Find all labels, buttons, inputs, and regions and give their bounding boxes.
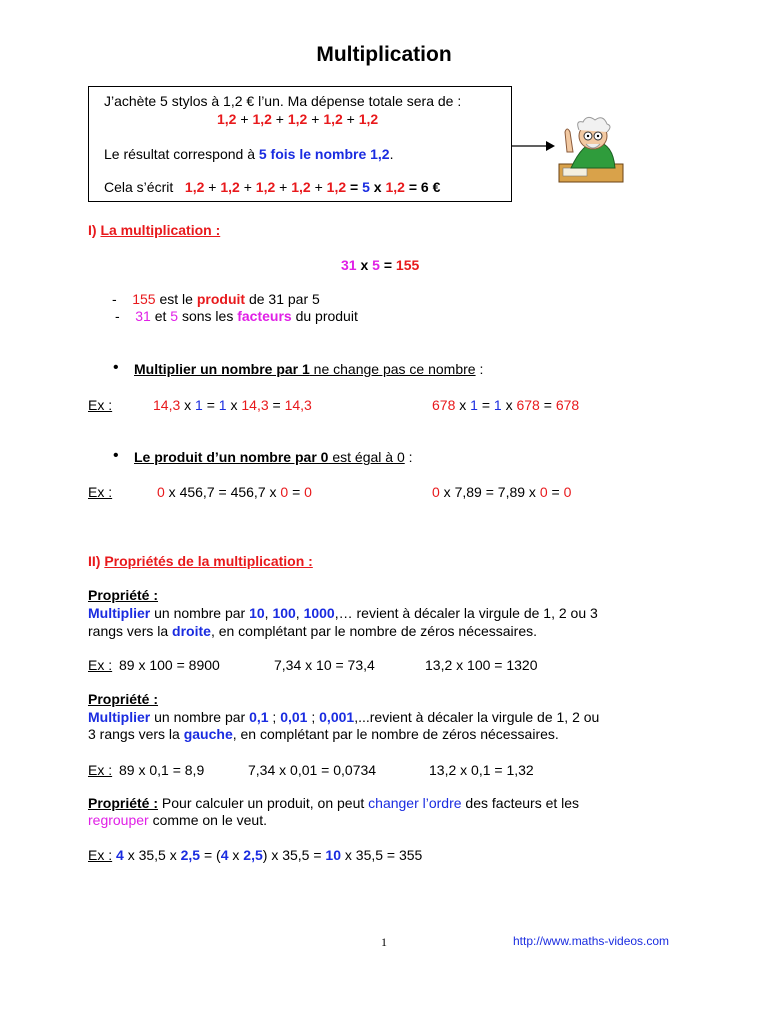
definition-factors: - 31 et 5 sons les facteurs du produit [115,308,358,324]
sum-term: 1,2 [252,111,272,127]
intro-line-4: Cela s’écrit 1,2 + 1,2 + 1,2 + 1,2 + 1,2 = 5 x 1,2 = 6 € [104,179,441,195]
example-456-7: 0 x 456,7 = 456,7 x 0 = 0 [157,484,312,500]
property-3-line-2: regrouper comme on le veut. [88,812,267,828]
rule-multiply-by-0: Le produit d’un nombre par 0 est égal à 0 : [134,449,413,465]
example-p2-a: 89 x 0,1 = 8,9 [119,762,205,778]
example-p2-b: 7,34 x 0,01 = 0,0734 [248,762,377,778]
intro-box [88,86,512,202]
bullet-icon: • [113,447,119,464]
property-1-line-1: Multiplier un nombre par 10, 100, 1000,… revient à décaler la virgule de 1, 2 ou 3 [88,605,598,621]
intro-sum: 1,2 + 1,2 + 1,2 + 1,2 + 1,2 [217,111,379,127]
sum-term: 1,2 [287,111,308,127]
ex-label: Ex : [88,484,113,500]
ex-label: Ex : [88,397,113,413]
intro-line-3: Le résultat correspond à 5 fois le nombre 1,2. [104,146,394,162]
rule-multiply-by-1: Multiplier un nombre par 1 ne change pas ce nombre : [134,361,484,377]
property-label: Propriété : [88,587,159,603]
bullet-icon: • [113,359,119,376]
example-p3: Ex : 4 x 35,5 x 2,5 = (4 x 2,5) x 35,5 = 10 x 35,5 = 355 [88,847,423,863]
sum-term: 1,2 [323,111,343,127]
sum-term: 1,2 [358,111,379,127]
example-14-3: 14,3 x 1 = 1 x 14,3 = 14,3 [153,397,312,413]
example-31x5: 31 x 5 = 155 [341,257,420,273]
ex-label: Ex : [88,657,113,673]
page-title: Multiplication [316,43,452,66]
example-p2-c: 13,2 x 0,1 = 1,32 [429,762,534,778]
page-number: 1 [381,935,387,949]
property-2-line-1: Multiplier un nombre par 0,1 ; 0,01 ; 0,001,...revient à décaler la virgule de 1, 2 ou [88,709,600,725]
example-678: 678 x 1 = 1 x 678 = 678 [432,397,580,413]
property-3-line-1: Propriété : Pour calculer un produit, on peut changer l’ordre des facteurs et les [88,795,580,811]
footer-link[interactable]: http://www.maths-videos.com [513,934,670,948]
definition-product: - 155 est le produit de 31 par 5 [112,291,320,307]
intro-line-1: J’achète 5 stylos à 1,2 € l’un. Ma dépense totale sera de : [104,93,462,109]
example-7-89: 0 x 7,89 = 7,89 x 0 = 0 [432,484,572,500]
property-label: Propriété : [88,691,159,707]
ex-label: Ex : [88,762,113,778]
property-1-line-2: rangs vers la droite, en complétant par le nombre de zéros nécessaires. [88,623,537,639]
example-p1-c: 13,2 x 100 = 1320 [425,657,538,673]
section-1-heading: I) La multiplication : [88,222,221,238]
arrow-icon [512,138,556,154]
example-p1-a: 89 x 100 = 8900 [119,657,220,673]
professor-icon [553,112,629,184]
property-2-line-2: 3 rangs vers la gauche, en complétant par le nombre de zéros nécessaires. [88,726,559,742]
sum-term: 1,2 [217,111,237,127]
section-2-heading: II) Propriétés de la multiplication : [88,553,313,569]
example-p1-b: 7,34 x 10 = 73,4 [274,657,375,673]
